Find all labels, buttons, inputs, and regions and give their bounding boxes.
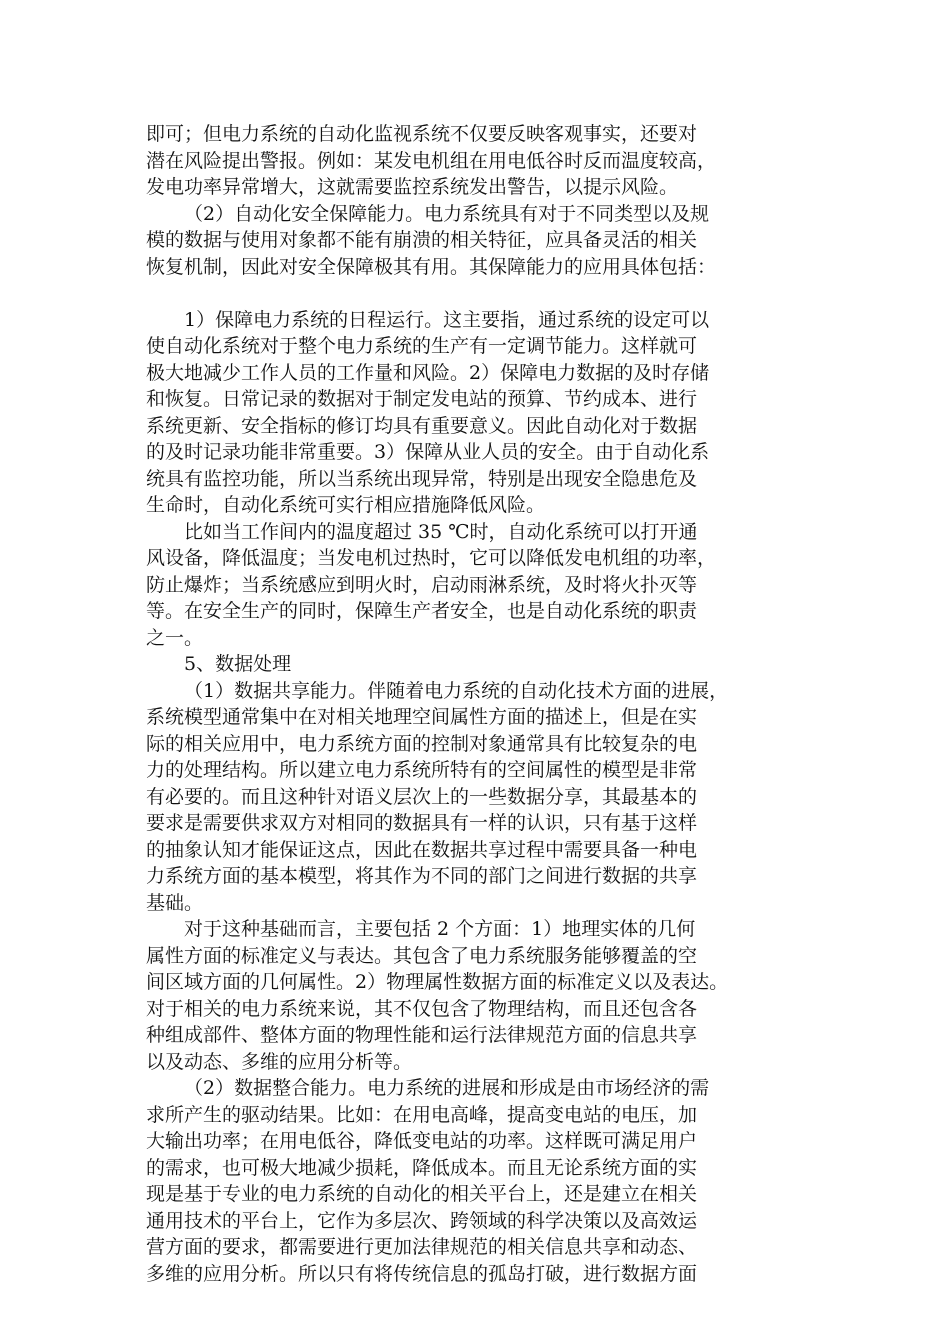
text-line: 即可；但电力系统的自动化监视系统不仅要反映客观事实，还要对 xyxy=(146,123,698,145)
text-line: 力系统方面的基本模型，将其作为不同的部门之间进行数据的共享 xyxy=(146,865,698,887)
text-line: 的抽象认知才能保证这点，因此在数据共享过程中需要具备一种电 xyxy=(146,838,698,861)
text-line: 使自动化系统对于整个电力系统的生产有一定调节能力。这样就可 xyxy=(146,335,698,357)
text-line: 以及动态、多维的应用分析等。 xyxy=(146,1050,413,1073)
text-line: 多维的应用分析。所以只有将传统信息的孤岛打破，进行数据方面 xyxy=(146,1262,698,1285)
text-line: 统具有监控功能，所以当系统出现异常，特别是出现安全隐患危及 xyxy=(146,467,698,490)
text-line: 对于相关的电力系统来说，其不仅包含了物理结构，而且还包含各 xyxy=(146,997,698,1020)
text-line: 潜在风险提出警报。例如：某发电机组在用电低谷时反而温度较高， xyxy=(146,149,717,172)
text-line: 比如当工作间内的温度超过 35 ℃时，自动化系统可以打开通 xyxy=(184,520,698,543)
text-line: 等。在安全生产的同时，保障生产者安全，也是自动化系统的职责 xyxy=(146,600,698,622)
text-line: 的及时记录功能非常重要。3）保障从业人员的安全。由于自动化系 xyxy=(146,441,710,463)
text-line: 防止爆炸；当系统感应到明火时，启动雨淋系统，及时将火扑灭等 xyxy=(146,573,698,596)
text-line: 生命时，自动化系统可实行相应措施降低风险。 xyxy=(146,494,546,516)
text-line: 之一。 xyxy=(146,626,204,649)
text-line: 求所产生的驱动结果。比如：在用电高峰，提高变电站的电压，加 xyxy=(146,1103,698,1126)
text-line: 和恢复。日常记录的数据对于制定发电站的预算、节约成本、进行 xyxy=(146,388,698,410)
text-line: 属性方面的标准定义与表达。其包含了电力系统服务能够覆盖的空 xyxy=(146,944,698,967)
text-line: 间区域方面的几何属性。2）物理属性数据方面的标准定义以及表达。 xyxy=(146,971,729,993)
text-line: 模的数据与使用对象都不能有崩溃的相关特征，应具备灵活的相关 xyxy=(146,229,698,251)
text-line: 风设备，降低温度；当发电机过热时，它可以降低发电机组的功率， xyxy=(146,547,717,569)
text-line: 的需求，也可极大地减少损耗，降低成本。而且无论系统方面的实 xyxy=(146,1156,698,1179)
text-line: 通用技术的平台上，它作为多层次、跨领域的科学决策以及高效运 xyxy=(146,1209,698,1232)
text-line: 5、数据处理 xyxy=(184,653,292,675)
text-line: 际的相关应用中，电力系统方面的控制对象通常具有比较复杂的电 xyxy=(146,732,698,755)
text-line: 1）保障电力系统的日程运行。这主要指，通过系统的设定可以 xyxy=(184,308,710,331)
text-line: 营方面的要求，都需要进行更加法律规范的相关信息共享和动态、 xyxy=(146,1236,698,1258)
text-line: 极大地减少工作人员的工作量和风险。2）保障电力数据的及时存储 xyxy=(146,361,710,384)
text-line: 种组成部件、整体方面的物理性能和运行法律规范方面的信息共享 xyxy=(146,1024,698,1046)
text-line: （1）数据共享能力。伴随着电力系统的自动化技术方面的进展， xyxy=(184,679,729,702)
text-line: 力的处理结构。所以建立电力系统所特有的空间属性的模型是非常 xyxy=(146,759,698,781)
document-body xyxy=(146,121,826,1287)
text-line: 基础。 xyxy=(146,891,204,914)
text-line: 发电功率异常增大，这就需要监控系统发出警告，以提示风险。 xyxy=(146,176,679,198)
text-line: 大输出功率；在用电低谷，降低变电站的功率。这样既可满足用户 xyxy=(146,1130,698,1152)
text-line: 有必要的。而且这种针对语义层次上的一些数据分享，其最基本的 xyxy=(146,785,698,808)
text-line: 系统更新、安全指标的修订均具有重要意义。因此自动化对于数据 xyxy=(146,414,698,437)
text-line: 现是基于专业的电力系统的自动化的相关平台上，还是建立在相关 xyxy=(146,1183,698,1205)
text-line: 对于这种基础而言，主要包括 2 个方面：1）地理实体的几何 xyxy=(184,918,696,940)
text-line: 恢复机制，因此对安全保障极其有用。其保障能力的应用具体包括： xyxy=(146,255,717,278)
text-line: 系统模型通常集中在对相关地理空间属性方面的描述上，但是在实 xyxy=(146,706,698,728)
text-line: 要求是需要供求双方对相同的数据具有一样的认识，只有基于这样 xyxy=(146,812,698,834)
blank-line xyxy=(146,280,826,307)
text-line: （2）数据整合能力。电力系统的进展和形成是由市场经济的需 xyxy=(184,1077,710,1099)
text-line: （2）自动化安全保障能力。电力系统具有对于不同类型以及规 xyxy=(184,202,710,225)
